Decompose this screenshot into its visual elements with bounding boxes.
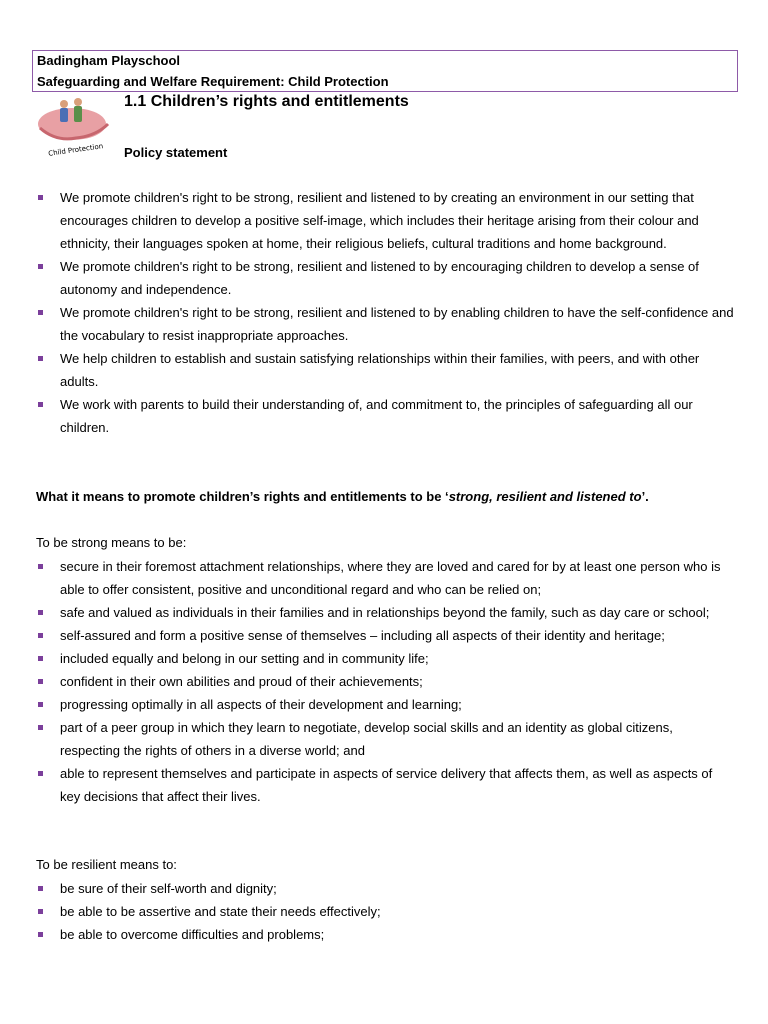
list-item: part of a peer group in which they learn to negotiate, develop social skills and an identity as global citizens, respecting the rights of others in a diverse world; and [36,716,736,762]
child-protection-logo-icon [36,94,114,156]
list-item: We work with parents to build their understanding of, and commitment to, the principles of safeguarding all our children. [36,393,736,439]
svg-text:Child Protection: Child Protection [47,142,104,156]
requirement-title: Safeguarding and Welfare Requirement: Child Protection [37,74,389,89]
list-item: We promote children's right to be strong, resilient and listened to by creating an environment in our setting that encourages children to develop a positive self-image, which includes their heritage arising from their colour and ethnicity, their languages spoken at home, their religious beliefs, cultural traditions and home background. [36,186,736,255]
list-item: be able to be assertive and state their needs effectively; [36,900,736,923]
list-item: self-assured and form a positive sense of themselves – including all aspects of their identity and heritage; [36,624,736,647]
page-title: 1.1 Children’s rights and entitlements [124,93,409,110]
resilient-intro: To be resilient means to: [36,857,177,872]
list-item: able to represent themselves and participate in aspects of service delivery that affects them, as well as aspects of key decisions that affect their lives. [36,762,736,808]
strong-intro: To be strong means to be: [36,535,187,550]
means-heading-prefix: What it means to promote children’s rights and entitlements to be ‘ [36,489,449,504]
policy-heading: Policy statement [124,145,228,160]
list-item: progressing optimally in all aspects of their development and learning; [36,693,736,716]
list-item: be able to overcome difficulties and problems; [36,923,736,946]
list-item: be sure of their self-worth and dignity; [36,877,736,900]
list-item: confident in their own abilities and proud of their achievements; [36,670,736,693]
list-item: We promote children's right to be strong, resilient and listened to by encouraging children to develop a sense of autonomy and independence. [36,255,736,301]
org-name: Badingham Playschool [37,53,181,68]
list-item: safe and valued as individuals in their families and in relationships beyond the family, such as day care or school; [36,601,736,624]
policy-list [36,186,736,439]
list-item: We help children to establish and sustain satisfying relationships within their families, with peers, and with other adults. [36,347,736,393]
strong-list [36,555,736,808]
list-item: We promote children's right to be strong, resilient and listened to by enabling children to have the self-confidence and the vocabulary to resist inappropriate approaches. [36,301,736,347]
list-item: included equally and belong in our setting and in community life; [36,647,736,670]
means-heading-emphasis: strong, resilient and listened to [448,489,642,504]
list-item: secure in their foremost attachment relationships, where they are loved and cared for by at least one person who is able to offer consistent, positive and unconditional regard and who can be relied on; [36,555,736,601]
resilient-list [36,877,736,946]
means-heading-suffix: ’. [641,489,649,504]
document-header-box [32,50,738,92]
means-heading [36,489,649,504]
